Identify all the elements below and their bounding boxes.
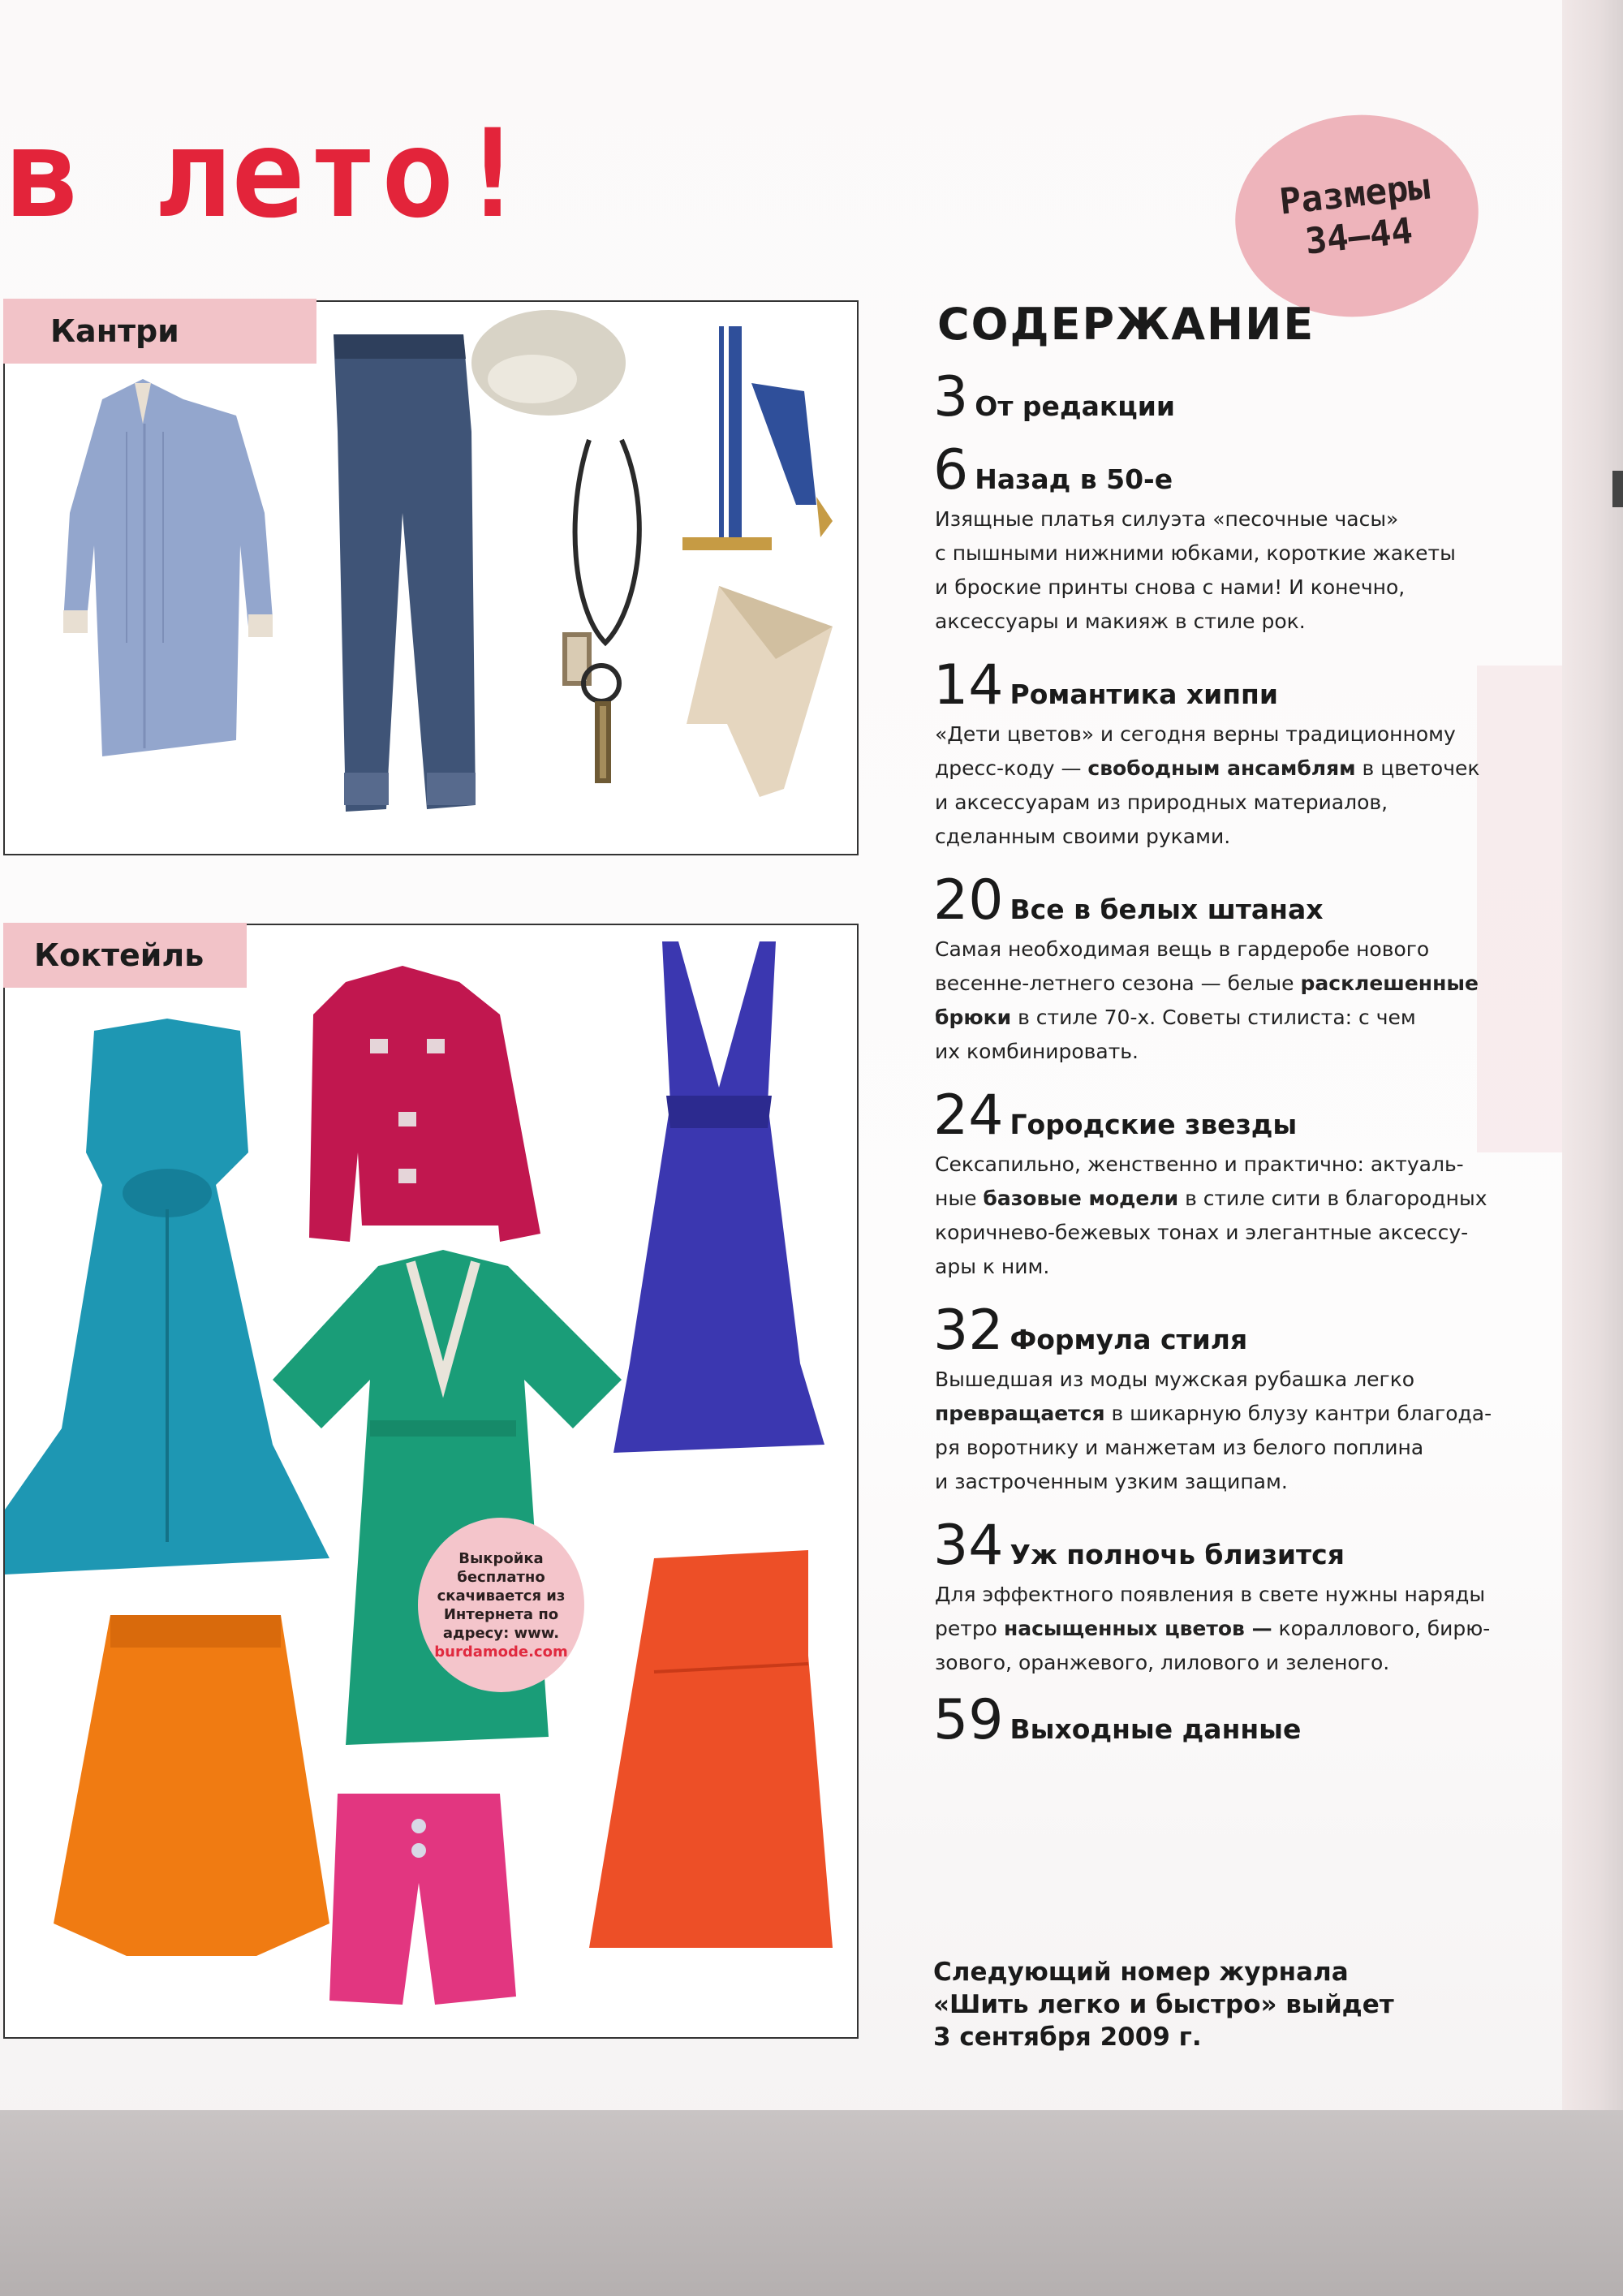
toc-page-number: 24 bbox=[933, 1083, 1004, 1148]
pattern-badge-line: Интернета по bbox=[443, 1605, 559, 1623]
orange-skirt-illustration bbox=[54, 1615, 329, 1956]
purple-dress-illustration bbox=[613, 941, 824, 1453]
cap-illustration bbox=[471, 310, 626, 416]
necklace-illustration bbox=[565, 440, 639, 781]
pattern-badge-line: скачивается из bbox=[437, 1587, 566, 1605]
toc-page-number: 59 bbox=[933, 1688, 1004, 1752]
next-issue-line1: Следующий номер журнала bbox=[933, 1958, 1349, 1987]
jeans-illustration bbox=[334, 334, 476, 812]
toc-entry-description: Самая необходимая вещь в гардеробе нового весенне-летнего сезона — белые расклешенные брюки в стиле 70-х. Советы стилиста: с чем их комбинировать. bbox=[935, 937, 1479, 1063]
toc-entry bbox=[933, 438, 1550, 639]
toc-entry-description: Для эффектного появления в свете нужны наряды ретро насыщенных цветов — кораллового, бирю- зового, оранжевого, лилового и зеленого. bbox=[935, 1583, 1491, 1674]
pink-shorts-illustration bbox=[329, 1794, 516, 2005]
toc-entry bbox=[933, 868, 1550, 1069]
cocktail-panel bbox=[3, 924, 859, 2039]
pattern-badge-url: burdamode.com bbox=[434, 1643, 568, 1661]
toc-title: СОДЕРЖАНИЕ bbox=[937, 299, 1315, 350]
toc-entry bbox=[933, 365, 1550, 429]
toc-page-number: 34 bbox=[933, 1514, 1004, 1578]
cocktail-illustration bbox=[5, 925, 857, 2037]
country-panel bbox=[3, 300, 859, 855]
toc-entry-title: Формула стиля bbox=[1010, 1324, 1248, 1355]
country-panel-label: Кантри bbox=[3, 299, 316, 364]
scan-bottom-strip bbox=[0, 2110, 1623, 2296]
toc-page-number: 6 bbox=[933, 438, 969, 502]
country-illustration bbox=[5, 302, 857, 854]
toc-entry bbox=[933, 1299, 1550, 1499]
toc-page-number: 3 bbox=[933, 365, 969, 429]
pattern-badge-line: бесплатно bbox=[457, 1568, 545, 1586]
toc-entry-title: Назад в 50-е bbox=[975, 463, 1173, 495]
toc-page-number: 20 bbox=[933, 868, 1004, 933]
toc-entry-description: «Дети цветов» и сегодня верны традиционному дресс-коду — свободным ансамблям в цветочек и аксессуарам из природных материалов, сделанным своими руками. bbox=[935, 722, 1480, 848]
toc-entry-title: Выходные данные bbox=[1010, 1713, 1302, 1745]
toc-entry-title: От редакции bbox=[975, 390, 1175, 422]
next-issue-note bbox=[933, 1956, 1501, 2053]
cocktail-panel-label: Коктейль bbox=[3, 923, 247, 988]
teal-dress-illustration bbox=[5, 1019, 329, 1574]
toc-entry-description: Сексапильно, женственно и практично: актуаль- ные базовые модели в стиле сити в благородных коричнево-бежевых тонах и элегантные аксессу- ары к ним. bbox=[935, 1152, 1487, 1278]
toc-entry bbox=[933, 1083, 1550, 1284]
toc-page-number: 14 bbox=[933, 653, 1004, 717]
page-edge bbox=[1562, 0, 1623, 2110]
coral-skirt-illustration bbox=[589, 1550, 833, 1948]
scarf-illustration bbox=[687, 586, 833, 797]
toc-entry-title: Городские звезды bbox=[1010, 1109, 1298, 1140]
toc-entry-description: Вышедшая из моды мужская рубашка легко превращается в шикарную блузу кантри благода- ря воротнику и манжетам из белого поплина и застроченным узким защипам. bbox=[935, 1368, 1492, 1493]
blue-shirt-illustration bbox=[63, 379, 273, 756]
suspenders-illustration bbox=[682, 326, 833, 550]
toc-entry bbox=[933, 1688, 1550, 1752]
toc-entry-title: Романтика хиппи bbox=[1010, 678, 1278, 710]
red-jacket-illustration bbox=[309, 966, 540, 1242]
next-issue-line3: 3 сентября 2009 г. bbox=[933, 2022, 1202, 2052]
pattern-badge-line: адресу: www. bbox=[442, 1624, 560, 1642]
headline: в лето! bbox=[6, 104, 532, 245]
toc-page-number: 32 bbox=[933, 1299, 1004, 1363]
pattern-badge-line: Выкройка bbox=[458, 1549, 544, 1567]
toc-entry bbox=[933, 1514, 1550, 1680]
pattern-download-badge bbox=[418, 1518, 584, 1692]
next-issue-line2: «Шить легко и быстро» выйдет bbox=[933, 1990, 1394, 2019]
toc-entry-title: Все в белых штанах bbox=[1010, 894, 1324, 925]
sizes-badge-line2: 34–44 bbox=[1303, 210, 1415, 263]
toc-entry bbox=[933, 653, 1550, 854]
toc-entry-title: Уж полночь близится bbox=[1010, 1539, 1345, 1570]
sizes-badge-line1: Размеры bbox=[1277, 166, 1432, 223]
toc-entry-description: Изящные платья силуэта «песочные часы» с пышными нижними юбками, короткие жакеты и броские принты снова с нами! И конечно, аксессуары и макияж в стиле рок. bbox=[935, 507, 1456, 633]
